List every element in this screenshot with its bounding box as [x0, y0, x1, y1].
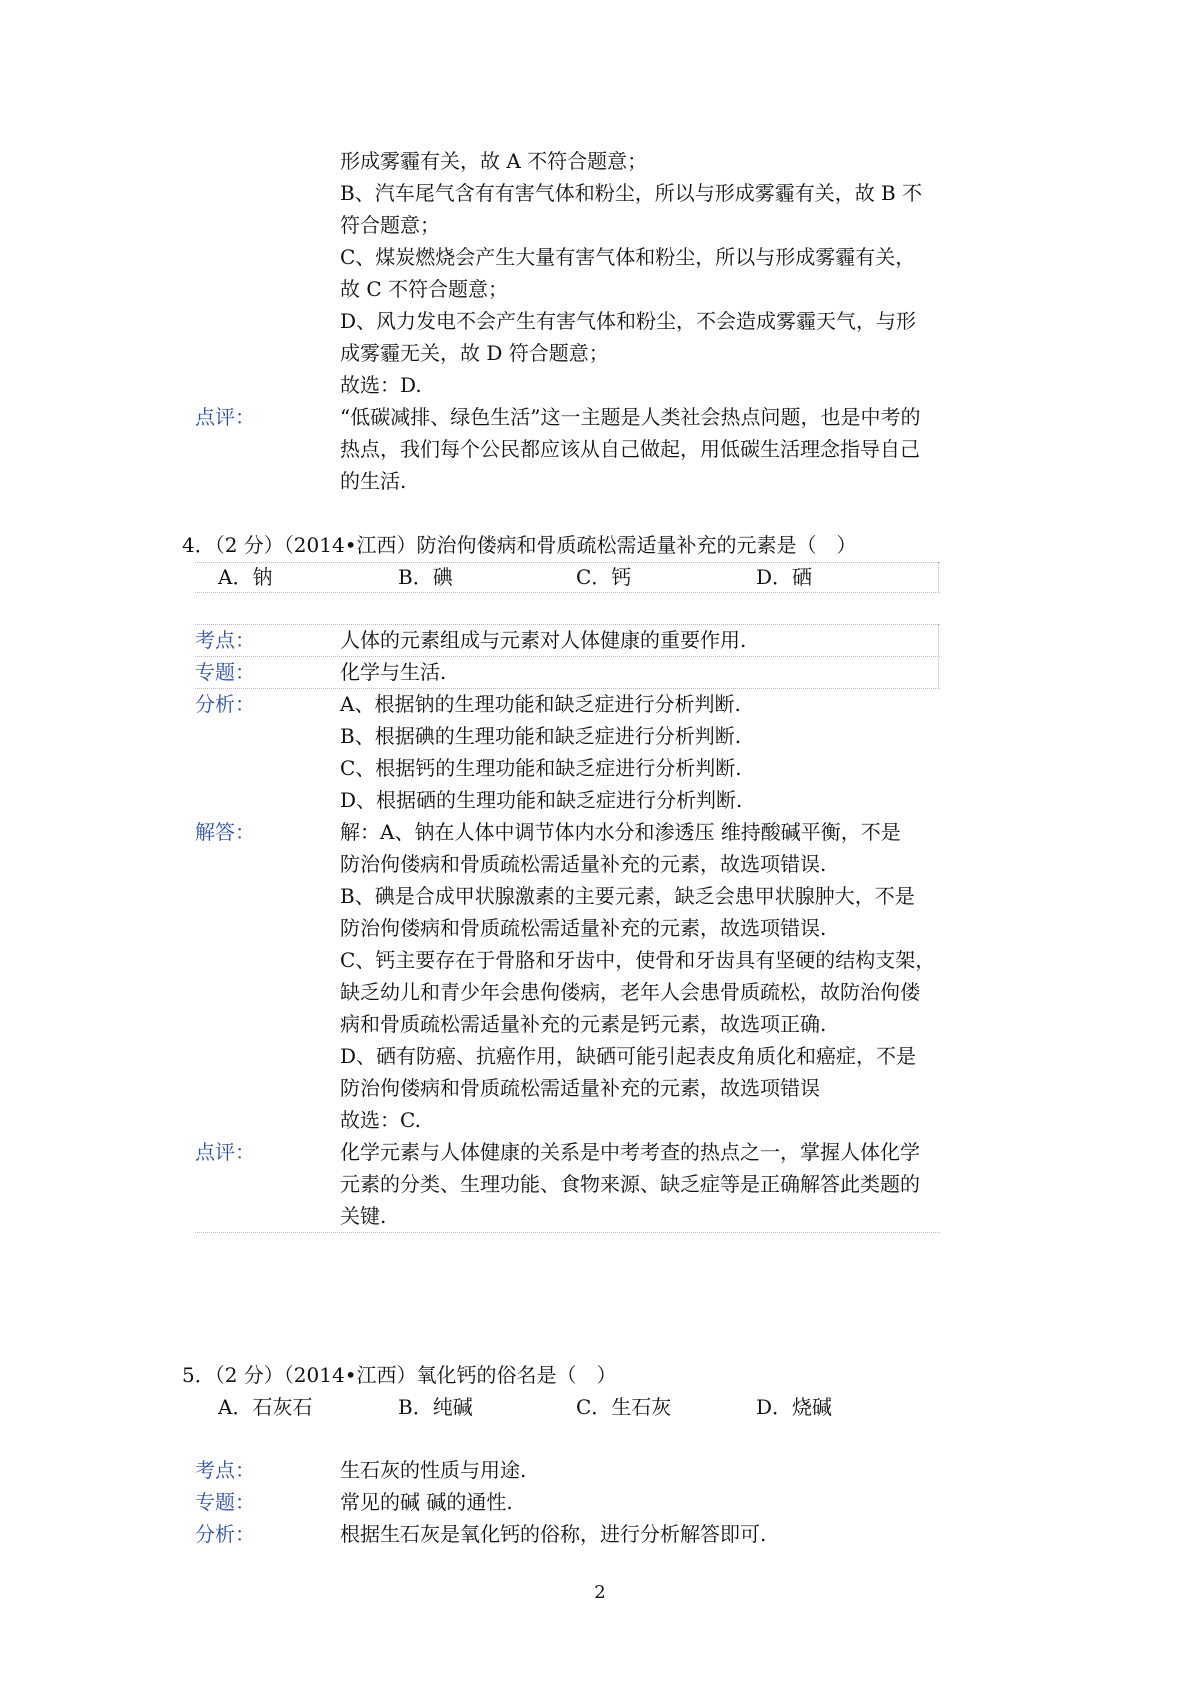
page-number: 2: [594, 1582, 606, 1603]
divider: [195, 656, 940, 657]
fenxi-text: 根据生石灰是氧化钙的俗称，进行分析解答即可.: [340, 1522, 767, 1546]
divider: [195, 562, 940, 563]
jieda-line: 防治佝偻病和骨质疏松需适量补充的元素，故选项错误.: [340, 916, 827, 940]
q4-option-a: A．钠: [218, 565, 273, 589]
divider: [938, 562, 939, 592]
q4-option-b: B．碘: [398, 565, 453, 589]
q5-option-b: B．纯碱: [398, 1395, 473, 1419]
prev-comment-line: “低碳减排、绿色生活”这一主题是人类社会热点问题，也是中考的: [340, 405, 921, 429]
prev-answer-line: 故选：D.: [340, 373, 422, 397]
fenxi-line: B、根据碘的生理功能和缺乏症进行分析判断.: [340, 724, 742, 748]
fenxi-line: A、根据钠的生理功能和缺乏症进行分析判断.: [340, 692, 741, 716]
prev-answer-line: 形成雾霾有关，故 A 不符合题意；: [340, 149, 648, 173]
zhuanti-label: 专题：: [195, 1490, 255, 1514]
zhuanti-text: 化学与生活.: [340, 660, 447, 684]
question-5-title: 5．（2 分）（2014•江西）氧化钙的俗名是（ ）: [182, 1363, 617, 1387]
kaodian-label: 考点：: [195, 1458, 255, 1482]
q5-option-a: A．石灰石: [218, 1395, 313, 1419]
fenxi-label: 分析：: [195, 1522, 255, 1546]
kaodian-label: 考点：: [195, 628, 255, 652]
jieda-line: 病和骨质疏松需适量补充的元素是钙元素，故选项正确.: [340, 1012, 827, 1036]
q4-option-d: D．硒: [756, 565, 813, 589]
jieda-line: 故选：C.: [340, 1108, 421, 1132]
jieda-line: B、碘是合成甲状腺激素的主要元素，缺乏会患甲状腺肿大，不是: [340, 884, 915, 908]
jieda-label: 解答：: [195, 820, 255, 844]
dianping-line: 元素的分类、生理功能、食物来源、缺乏症等是正确解答此类题的: [340, 1172, 920, 1196]
fenxi-line: D、根据硒的生理功能和缺乏症进行分析判断.: [340, 788, 743, 812]
fenxi-line: C、根据钙的生理功能和缺乏症进行分析判断.: [340, 756, 742, 780]
divider: [938, 624, 939, 688]
jieda-line: 解：A、钠在人体中调节体内水分和渗透压 维持酸碱平衡，不是: [340, 820, 901, 844]
kaodian-text: 生石灰的性质与用途.: [340, 1458, 527, 1482]
jieda-line: 防治佝偻病和骨质疏松需适量补充的元素，故选项错误.: [340, 852, 827, 876]
fenxi-label: 分析：: [195, 692, 255, 716]
prev-comment-line: 热点，我们每个公民都应该从自己做起，用低碳生活理念指导自己: [340, 437, 920, 461]
jieda-line: C、钙主要存在于骨胳和牙齿中，使骨和牙齿具有坚硬的结构支架，: [340, 948, 936, 972]
q5-option-c: C．生石灰: [576, 1395, 672, 1419]
prev-answer-line: 故 C 不符合题意；: [340, 277, 509, 301]
kaodian-text: 人体的元素组成与元素对人体健康的重要作用.: [340, 628, 747, 652]
jieda-line: 防治佝偻病和骨质疏松需适量补充的元素，故选项错误: [340, 1076, 820, 1100]
jieda-line: D、硒有防癌、抗癌作用，缺硒可能引起表皮角质化和癌症，不是: [340, 1044, 917, 1068]
prev-comment-line: 的生活.: [340, 469, 407, 493]
dianping-line: 关键.: [340, 1204, 387, 1228]
q4-option-c: C．钙: [576, 565, 632, 589]
divider: [195, 592, 940, 593]
divider: [195, 1232, 940, 1233]
dianping-label: 点评：: [195, 1140, 255, 1164]
dianping-line: 化学元素与人体健康的关系是中考考查的热点之一，掌握人体化学: [340, 1140, 920, 1164]
zhuanti-label: 专题：: [195, 660, 255, 684]
prev-answer-line: C、煤炭燃烧会产生大量有害气体和粉尘，所以与形成雾霾有关，: [340, 245, 916, 269]
prev-answer-line: B、汽车尾气含有有害气体和粉尘，所以与形成雾霾有关，故 B 不: [340, 181, 923, 205]
prev-answer-line: D、风力发电不会产生有害气体和粉尘，不会造成雾霾天气，与形: [340, 309, 917, 333]
question-4-title: 4．（2 分）（2014•江西）防治佝偻病和骨质疏松需适量补充的元素是（ ）: [182, 533, 857, 557]
zhuanti-text: 常见的碱 碱的通性.: [340, 1490, 513, 1514]
jieda-line: 缺乏幼儿和青少年会患佝偻病，老年人会患骨质疏松，故防治佝偻: [340, 980, 920, 1004]
q5-option-d: D．烧碱: [756, 1395, 833, 1419]
prev-answer-line: 成雾霾无关，故 D 符合题意；: [340, 341, 609, 365]
comment-label: 点评：: [195, 405, 255, 429]
prev-answer-line: 符合题意；: [340, 213, 440, 237]
